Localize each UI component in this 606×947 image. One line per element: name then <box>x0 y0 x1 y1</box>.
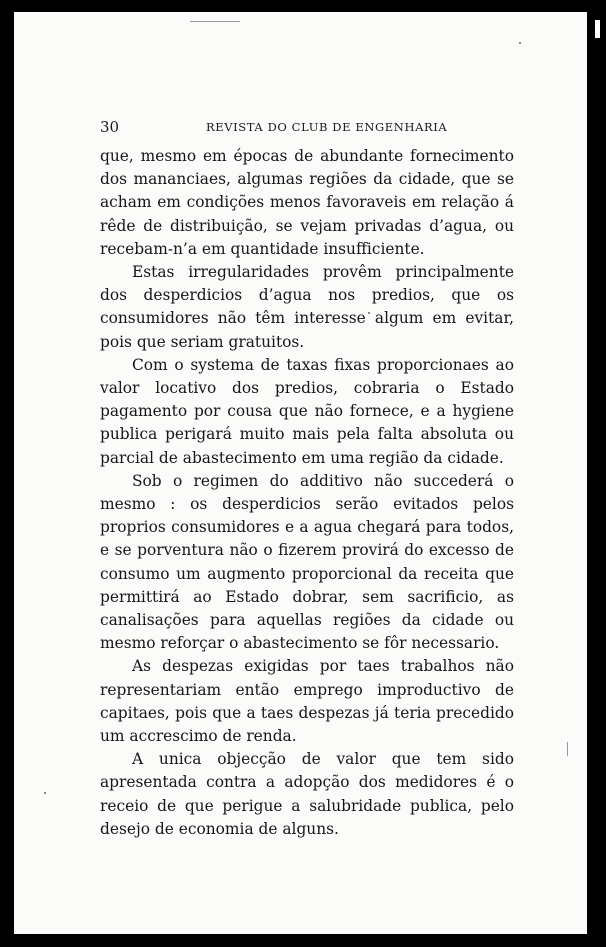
page-header <box>100 116 514 140</box>
paragraph-2: Estas irregularidades provêm principalmente dos desperdicios d’agua nos predios, que os consumidores não têm interesse algum em evitar, pois que seriam gratuitos. <box>100 263 514 351</box>
paragraph-1: que, mesmo em épocas de abundante fornecimento dos mananciaes, algumas regiões da cidade, que se acham em condições menos favoraveis em relação á rêde de distribuição, se vejam privadas d’agua, ou recebam-n’a em quantidade insufficiente. <box>100 147 514 258</box>
paragraph-4: Sob o regimen do additivo não succederá o mesmo : os desperdicios serão evitados pelos proprios consumidores e a agua chegará para todos, e se porventura não o fizerem provirá do excesso de consumo um augmento proporcional da receita que permittirá ao Estado dobrar, sem sacrificio, as canalisações para aquellas regiões da cidade ou mesmo reforçar o abastecimento se fôr necessario. <box>100 471 514 653</box>
page-number: 30 <box>100 118 120 136</box>
scan-mark-top <box>190 21 240 22</box>
paragraph-3: Com o systema de taxas fixas proporcionaes ao valor locativo dos predios, cobraria o Estado pagamento por cousa que não fornece, e a hygiene publica perigará muito mais pela falta absoluta ou parcial de abastecimento em uma região da cidade. <box>100 355 514 467</box>
body-text <box>100 145 514 841</box>
scan-speck <box>519 42 521 44</box>
scan-speck <box>44 792 46 794</box>
book-page <box>14 12 587 934</box>
scan-mark-right <box>567 742 568 756</box>
paragraph-5: As despezas exigidas por taes trabalhos não representariam então emprego improductivo de capitaes, pois que a taes despezas já teria precedido um accrescimo de renda. <box>100 657 514 746</box>
scan-edge-notch <box>595 20 600 38</box>
paragraph-6: A unica objecção de valor que tem sido apresentada contra a adopção dos medidores é o receio de que perigue a salubridade publica, pelo desejo de economia de alguns. <box>100 750 514 838</box>
running-title: REVISTA DO CLUB DE ENGENHARIA <box>206 120 448 134</box>
